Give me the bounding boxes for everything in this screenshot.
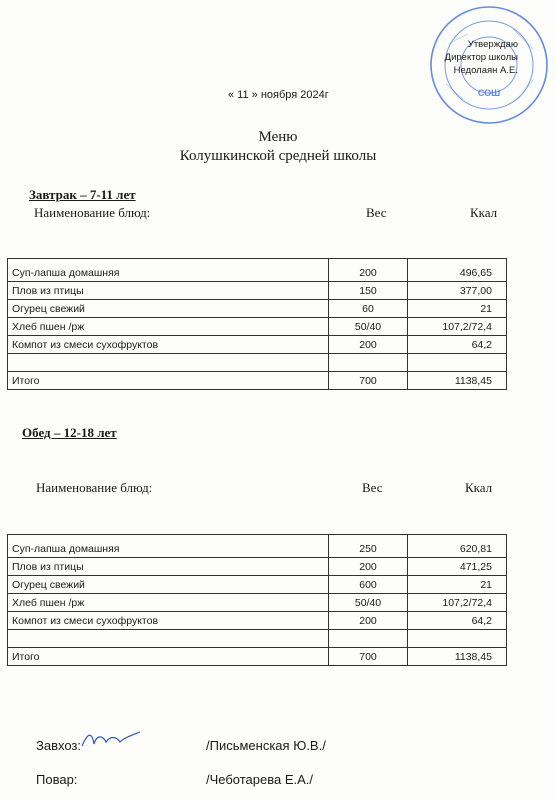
menu-date: « 11 » ноября 2024г (228, 89, 329, 101)
dish-weight (329, 354, 408, 372)
table-row (8, 576, 507, 594)
dish-name: Огурец свежий (8, 576, 329, 594)
table-row (8, 594, 507, 612)
dish-kcal: 107,2/72,4 (408, 594, 507, 612)
dish-kcal: 496,65 (408, 259, 507, 282)
dish-kcal: 620,81 (408, 535, 507, 558)
dish-name (8, 354, 329, 372)
approval-name: Недолаян А.Е. (453, 65, 518, 76)
dish-weight: 200 (329, 259, 408, 282)
table-row (8, 558, 507, 576)
dish-name: Плов из птицы (8, 558, 329, 576)
dish-name: Огурец свежий (8, 300, 329, 318)
total-kcal: 1138,45 (408, 648, 507, 666)
lunch-heading: Обед – 12-18 лет (22, 425, 117, 440)
dish-name: Хлеб пшен /рж (8, 318, 329, 336)
lunch-col-name: Наименование блюд: (36, 480, 153, 495)
signature-role-cook: Повар: (36, 772, 78, 787)
approval-position: Директор школы (444, 52, 518, 63)
table-row (8, 354, 507, 372)
signature-role-storekeeper: Завхоз: (36, 738, 81, 753)
breakfast-col-name: Наименование блюд: (34, 205, 151, 220)
dish-kcal: 377,00 (408, 282, 507, 300)
table-row (8, 300, 507, 318)
table-row (8, 612, 507, 630)
total-label: Итого (8, 648, 329, 666)
dish-weight: 200 (329, 336, 408, 354)
table-row (8, 259, 507, 282)
dish-weight (329, 630, 408, 648)
dish-weight: 50/40 (329, 318, 408, 336)
lunch-col-weight: Вес (362, 480, 383, 495)
table-row (8, 336, 507, 354)
table-row (8, 318, 507, 336)
dish-name: Хлеб пшен /рж (8, 594, 329, 612)
total-weight: 700 (329, 648, 408, 666)
dish-name: Компот из смеси сухофруктов (8, 336, 329, 354)
table-row (8, 282, 507, 300)
lunch-table (7, 534, 507, 666)
handwritten-signature (78, 728, 144, 752)
page-subtitle: Колушкинской средней школы (179, 148, 377, 164)
dish-kcal: 107,2/72,4 (408, 318, 507, 336)
dish-weight: 150 (329, 282, 408, 300)
dish-weight: 200 (329, 612, 408, 630)
breakfast-col-weight: Вес (366, 205, 387, 220)
dish-weight: 600 (329, 576, 408, 594)
dish-weight: 50/40 (329, 594, 408, 612)
dish-weight: 250 (329, 535, 408, 558)
total-kcal: 1138,45 (408, 372, 507, 390)
dish-kcal (408, 630, 507, 648)
dish-name: Плов из птицы (8, 282, 329, 300)
dish-kcal: 21 (408, 576, 507, 594)
dish-kcal: 471,25 (408, 558, 507, 576)
dish-kcal: 21 (408, 300, 507, 318)
breakfast-heading: Завтрак – 7-11 лет (29, 187, 136, 202)
signature-name-cook: /Чеботарева Е.А./ (206, 772, 314, 787)
lunch-col-kcal: Ккал (465, 480, 493, 495)
table-row-total (8, 372, 507, 390)
dish-name: Суп-лапша домашняя (8, 535, 329, 558)
breakfast-col-kcal: Ккал (470, 205, 498, 220)
approval-line: Утверждаю (467, 39, 518, 50)
breakfast-table (7, 258, 507, 390)
dish-name: Суп-лапша домашняя (8, 259, 329, 282)
page-title: Меню (258, 129, 298, 145)
dish-kcal: 64,2 (408, 336, 507, 354)
approval-block (445, 38, 518, 77)
table-row (8, 630, 507, 648)
table-row-total (8, 648, 507, 666)
dish-name (8, 630, 329, 648)
table-row (8, 535, 507, 558)
dish-kcal: 64,2 (408, 612, 507, 630)
dish-weight: 60 (329, 300, 408, 318)
dish-kcal (408, 354, 507, 372)
signature-name-storekeeper: /Письменская Ю.В./ (206, 738, 326, 753)
total-weight: 700 (329, 372, 408, 390)
dish-name: Компот из смеси сухофруктов (8, 612, 329, 630)
stamp-text: СОШ (477, 88, 501, 98)
total-label: Итого (8, 372, 329, 390)
dish-weight: 200 (329, 558, 408, 576)
